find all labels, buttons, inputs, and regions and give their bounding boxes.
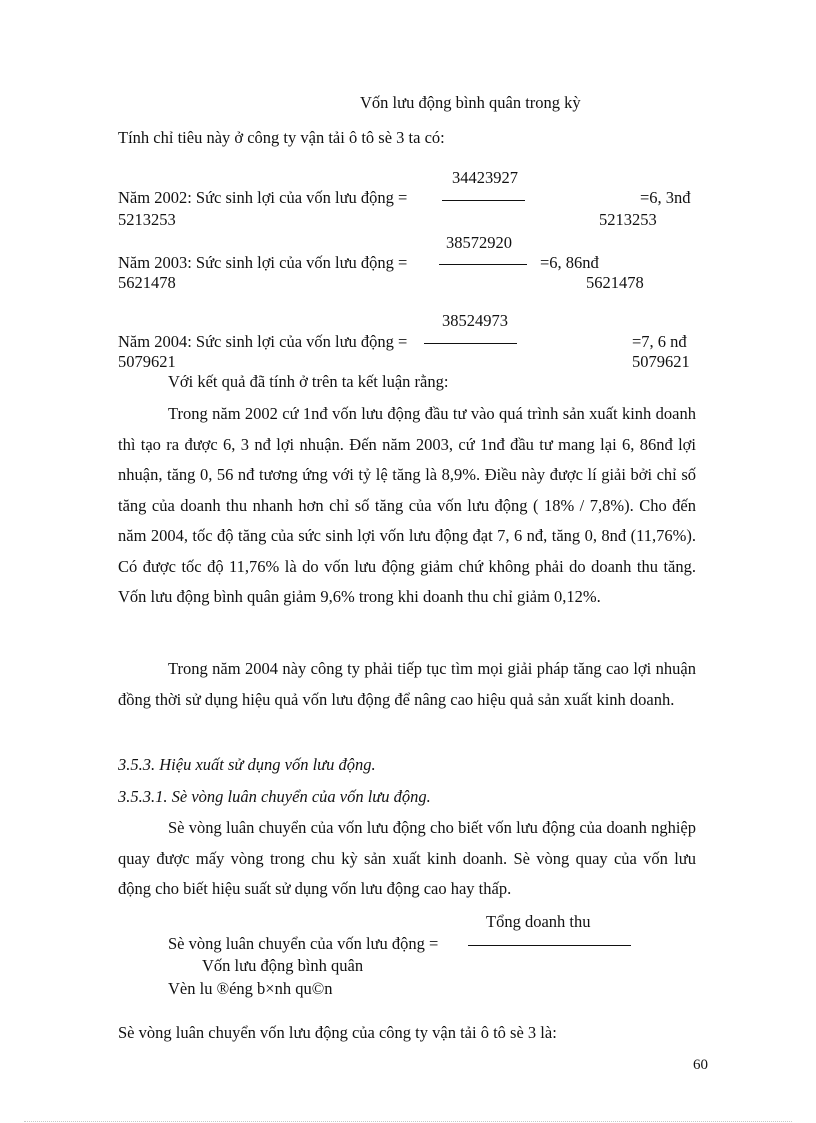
result: =6, 3nđ	[640, 188, 691, 207]
fraction-bar	[468, 945, 631, 946]
section-heading-3-5-3: 3.5.3. Hiệu xuất sử dụng vốn lưu động.	[118, 755, 376, 774]
formula-label: Năm 2002: Sức sinh lợi của vốn lưu động =	[118, 188, 408, 207]
paragraph-2	[118, 654, 696, 715]
numerator: Tổng doanh thu	[486, 912, 591, 931]
paragraph-3	[118, 813, 696, 905]
paragraph-3-text: Sè vòng luân chuyển của vốn lưu động cho biết vốn lưu động của doanh nghiệp quay được mấy vòng trong chu kỳ sản xuất kinh doanh. Sè vòng quay của vốn lưu động cho biết hiệu suất sử dụng vốn lưu động cao hay thấp.	[118, 818, 696, 898]
fraction-bar	[442, 200, 525, 201]
intro-text: Tính chỉ tiêu này ở công ty vận tải ô tô sè 3 ta có:	[118, 128, 445, 147]
fraction-bar	[439, 264, 527, 265]
denominator-left: 5621478	[118, 273, 176, 292]
result: =7, 6 nđ	[632, 332, 687, 351]
denominator-right: 5079621	[632, 352, 690, 371]
paragraph-1-text: Trong năm 2002 cứ 1nđ vốn lưu động đầu tư vào quá trình sản xuất kinh doanh thì tạo ra được 6, 3 nđ lợi nhuận. Đến năm 2003, cứ 1nđ đầu tư mang lại 6, 86nđ lợi nhuận, tăng 0, 56 nđ tương ứng với tỷ lệ tăng là 8,9%. Điều này được lí giải bởi chỉ số tăng của doanh thu nhanh hơn chỉ số tăng của vốn lưu động ( 18% / 7,8%). Cho đến năm 2004, tốc độ tăng của sức sinh lợi vốn lưu động đạt 7, 6 nđ, tăng 0, 8nđ (11,76%). Có được tốc độ 11,76% là do vốn lưu động giảm chứ không phải do doanh thu tăng. Vốn lưu động bình quân giảm 9,6% trong khi doanh thu chỉ giảm 0,12%.	[118, 404, 696, 606]
page-number: 60	[693, 1057, 708, 1073]
denominator-left: 5213253	[118, 210, 176, 229]
denominator-left: 5079621	[118, 352, 176, 371]
formula-label: Năm 2004: Sức sinh lợi của vốn lưu động =	[118, 332, 408, 351]
paragraph-1	[118, 399, 696, 613]
garbled-denominator: Vèn lu ®éng b×nh qu©n	[168, 979, 333, 998]
formula-label: Sè vòng luân chuyển của vốn lưu động =	[168, 934, 439, 953]
denominator-right: 5621478	[586, 273, 644, 292]
header-line: Vốn lưu động bình quân trong kỳ	[360, 93, 581, 112]
formula-label: Năm 2003: Sức sinh lợi của vốn lưu động =	[118, 253, 408, 272]
page-bottom-rule	[24, 1121, 792, 1122]
numerator: 38572920	[446, 233, 512, 252]
result: =6, 86nđ	[540, 253, 599, 272]
conclusion-intro: Với kết quả đã tính ở trên ta kết luận rằng:	[168, 372, 449, 391]
numerator: 38524973	[442, 311, 508, 330]
numerator: 34423927	[452, 168, 518, 187]
denominator-right: 5213253	[599, 210, 657, 229]
fraction-bar	[424, 343, 517, 344]
section-heading-3-5-3-1: 3.5.3.1. Sè vòng luân chuyển của vốn lưu động.	[118, 787, 431, 806]
denominator: Vốn lưu động bình quân	[202, 956, 364, 975]
closing-text: Sè vòng luân chuyển vốn lưu động của công ty vận tải ô tô sè 3 là:	[118, 1023, 557, 1042]
paragraph-2-text: Trong năm 2004 này công ty phải tiếp tục tìm mọi giải pháp tăng cao lợi nhuận đồng thời sử dụng hiệu quả vốn lưu động để nâng cao hiệu quả sản xuất kinh doanh.	[118, 659, 696, 709]
